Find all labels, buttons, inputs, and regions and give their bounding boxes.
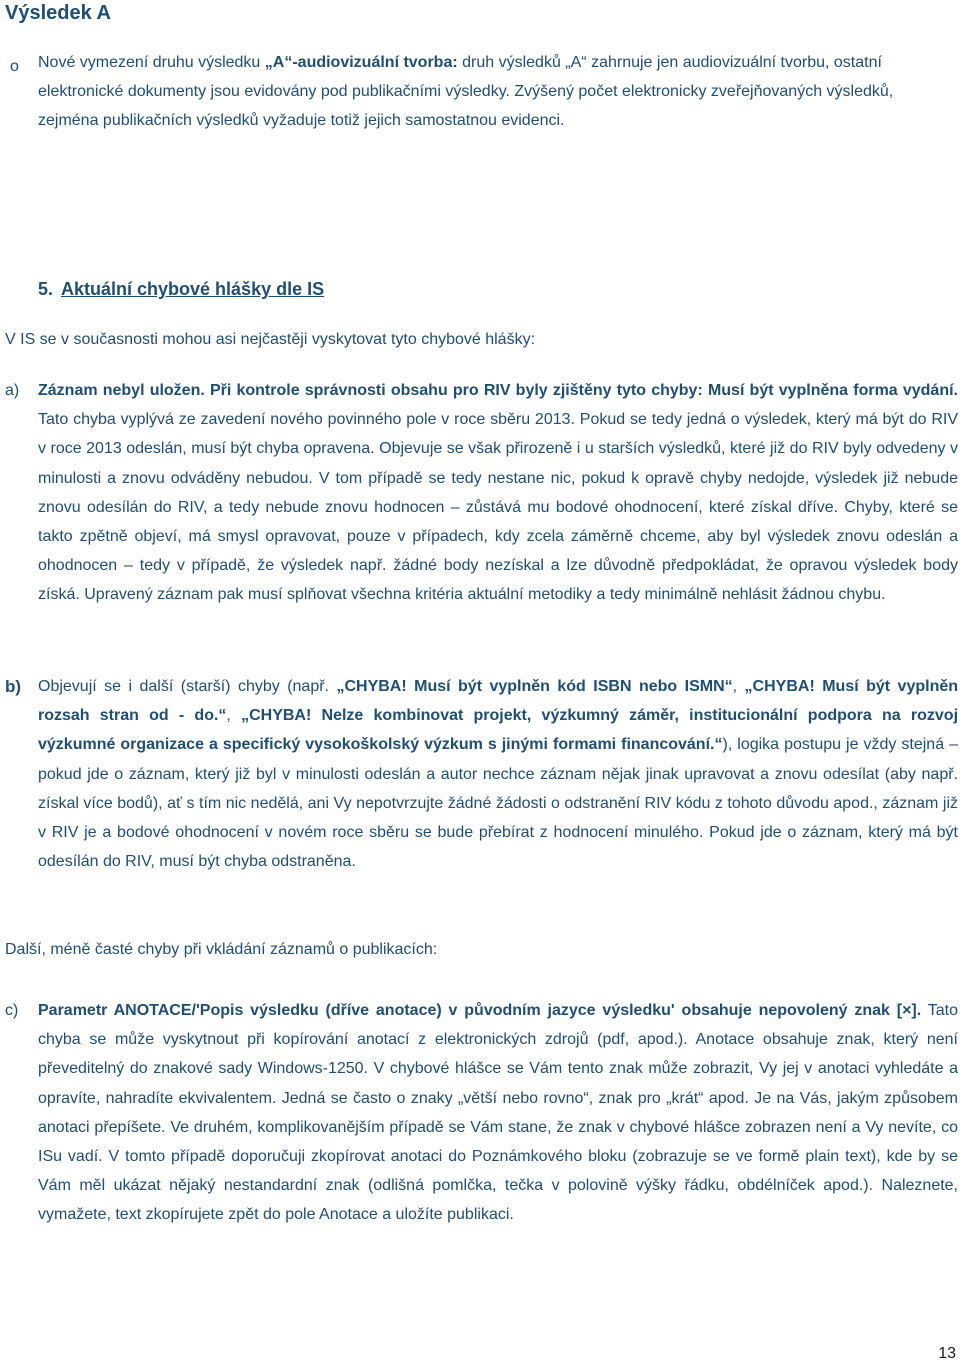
page-heading: Výsledek A (5, 2, 111, 24)
bullet-marker: o (10, 58, 19, 75)
item-c-paragraph (38, 996, 958, 1230)
item-b-text-2: , (732, 678, 745, 695)
item-b-paragraph (38, 672, 958, 876)
item-b-text-1: Objevují se i další (starší) chyby (např. (38, 678, 337, 695)
item-a-marker: a) (5, 382, 20, 399)
item-b-marker: b) (5, 677, 22, 696)
p1-text-1: Nové vymezení druhu výsledku (38, 54, 265, 71)
section-number: 5. (38, 279, 54, 299)
item-c-bold-1: Parametr ANOTACE/'Popis výsledku (dříve anotace) v původním jazyce výsledku' obsahuje nepovolený znak [×]. (38, 1002, 922, 1019)
section-title (38, 277, 324, 301)
item-b-text-4: ), logika postupu je vždy stejná – pokud jde o záznam, který již byl v minulosti odeslán a autor nechce záznam nějak jinak upravovat a znovu odesílat (aby např. získal více bodů), ať s tím nic nedělá, ani Vy nepotvrzujte žádné žádosti o odstranění RIV kódu z tohoto důvodu apod., záznam již v RIV je a bodové ohodnocení v novém roce sběru se bude přebírat z hodnocení minulého. Pokud jde o záznam, který má být odesílán do RIV, musí být chyba odstraněna. (38, 736, 958, 871)
p1-text-2: druh výsledků „A“ zahrnuje jen audiovizuální tvorbu, ostatní elektronické dokumenty jsou evidovány pod publikačními výsledky. Zvýšený počet elektronicky zveřejňovaných výsledků, zejména publikačních výsledků vyžaduje totiž jejich samostatnou evidenci. (38, 54, 894, 130)
page-number: 13 (938, 1345, 956, 1362)
section-title-text: Aktuální chybové hlášky dle IS (61, 279, 325, 299)
item-c-marker: c) (5, 1002, 19, 1019)
item-a-bold-1: Záznam nebyl uložen. Při kontrole správnosti obsahu pro RIV byly zjištěny tyto chyby: Musí být vyplněna forma vydání. (38, 382, 958, 399)
item-a-paragraph (38, 376, 958, 610)
item-b-text-3: , (226, 707, 242, 725)
paragraph-audiovisual (38, 48, 956, 136)
further-errors-intro: Další, méně časté chyby při vkládání záznamů o publikacích: (5, 941, 438, 958)
item-a-text-1: Tato chyba vyplývá ze zavedení nového povinného pole v roce sběru 2013. Pokud se tedy jedná o výsledek, který má být do RIV v roce 2013 odeslán, musí být chyba opravena. Objevuje se však přirozeně i u starších výsledků, které již do RIV byly odvedeny v minulosti a znovu odváděny nebudou. V tom případě se tedy nestane nic, pokud k opravě chyby nedojde, výsledek již nebude znovu odesílán do RIV, a tedy nebude znovu hodnocen – zůstává mu bodové ohodnocení, které získal dříve. Chyby, které se takto zpětně objeví, má smysl opravovat, pouze v případech, kdy zcela záměrně chceme, aby byl výsledek znovu odeslán a ohodnocen – tedy v případě, že výsledek např. žádné body nezískal a lze důvodně předpokládat, že opravou výsledek body získá. Upravený záznam pak musí splňovat všechna kritéria aktuální metodiky a tedy minimálně nehlásit žádnou chybu. (38, 411, 958, 604)
item-b-bold-3: „CHYBA! Nelze kombinovat projekt, výzkumný záměr, institucionální podpora na rozvoj výzkumné organizace a specifický vysokoškolský výzkum s jinými formami financování.“ (38, 707, 959, 754)
item-b-bold-1: „CHYBA! Musí být vyplněn kód ISBN nebo ISMN“ (336, 678, 733, 695)
item-b-bold-2: „CHYBA! Musí být vyplněn rozsah stran od - do.“ (38, 678, 959, 725)
p1-bold-1: „A“-audiovizuální tvorba: (264, 54, 458, 71)
item-c-text-1: Tato chyba se může vyskytnout při kopírování anotací z elektronických zdrojů (pdf, apod.). Anotace obsahuje znak, který není převeditelný do znakové sady Windows-1250. V chybové hlášce se Vám tento znak může zobrazit, Vy jej v anotaci vyhledáte a opravíte, nahradíte ekvivalentem. Jedná se často o znaky „větší nebo rovno“, znak pro „krát“ apod. Je na Vás, jakým způsobem anotaci přepíšete. Ve druhém, komplikovanějším případě se Vám stane, že znak v chybové hlášce zobrazen není a Vy nevíte, co ISu vadí. V tomto případě doporučuji zkopírovat anotaci do Poznámkového bloku (zobrazuje se ve formě plain text), kde by se Vám měl ukázat nějaký nestandardní znak (odlišná pomlčka, tečka v polovině výšky řádku, obdélníček apod.). Naleznete, vymažete, text zkopírujete zpět do pole Anotace a uložíte publikaci. (38, 1002, 959, 1224)
section-intro: V IS se v současnosti mohou asi nejčastěji vyskytovat tyto chybové hlášky: (5, 331, 536, 348)
